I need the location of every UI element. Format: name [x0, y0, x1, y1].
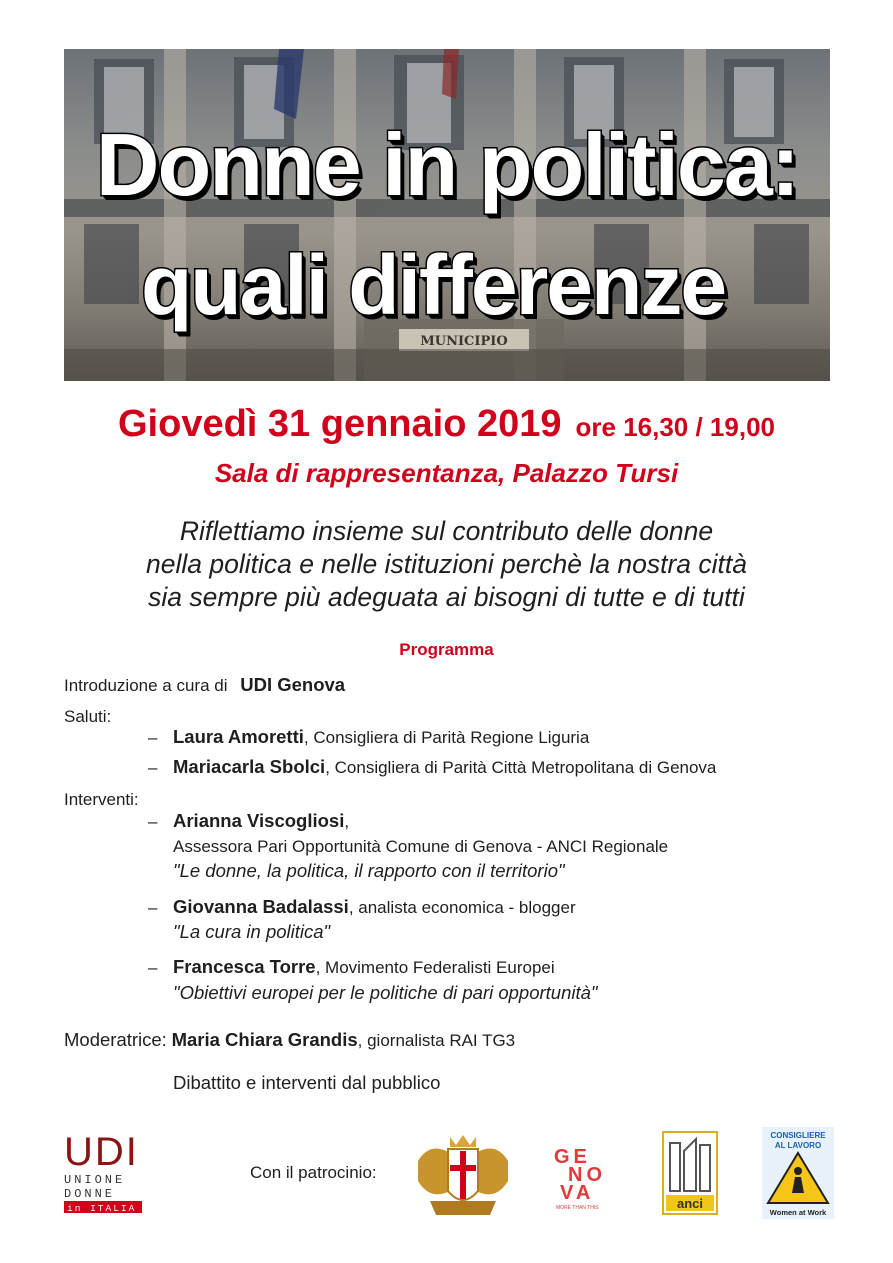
svg-text:MORE THAN THIS: MORE THAN THIS	[556, 1205, 599, 1211]
genova-logo	[550, 1143, 620, 1213]
moderator-role: , giornalista RAI TG3	[357, 1031, 516, 1050]
speaker-role: , Movimento Federalisti Europei	[315, 958, 555, 977]
intervento-item	[173, 810, 349, 832]
speaker-role: , Consigliera di Parità Città Metropolitana di Genova	[325, 758, 717, 777]
program-heading: Programma	[399, 640, 494, 659]
svg-text:GE: GE	[554, 1146, 591, 1168]
introduction-label: Introduzione a cura di	[64, 676, 228, 695]
speaker-name: Mariacarla Sbolci	[173, 756, 326, 777]
coat-of-arms-logo	[410, 1131, 516, 1221]
svg-text:AL LAVORO: AL LAVORO	[774, 1141, 822, 1150]
list-dash: –	[148, 728, 158, 747]
speaker-name: Giovanna Badalassi	[173, 896, 349, 917]
svg-text:UNIONE: UNIONE	[64, 1173, 126, 1187]
event-datetime	[0, 403, 893, 446]
svg-text:DONNE: DONNE	[64, 1187, 116, 1201]
udi-logo	[64, 1129, 144, 1215]
event-date: Giovedì 31 gennaio 2019	[118, 403, 562, 445]
footer-logos	[0, 1125, 893, 1225]
list-dash: –	[148, 758, 158, 777]
speaker-name: Arianna Viscogliosi	[173, 810, 345, 831]
speaker-role: , Consigliera di Parità Regione Liguria	[303, 728, 590, 747]
hero-title-line1: Donne in politica:	[95, 115, 799, 214]
saluto-item	[173, 756, 716, 778]
moderator-name: Maria Chiara Grandis	[171, 1029, 358, 1050]
list-dash: –	[148, 812, 158, 831]
speaker-name: Francesca Torre	[173, 956, 316, 977]
moderator-line	[64, 1029, 515, 1051]
interventi-label: Interventi:	[64, 790, 139, 809]
saluti-label: Saluti:	[64, 707, 112, 726]
speaker-role: ,	[344, 812, 350, 831]
introduction-line	[64, 674, 345, 696]
speaker-name: Laura Amoretti	[173, 726, 304, 747]
svg-text:Women at Work: Women at Work	[769, 1208, 827, 1217]
hero-image	[64, 49, 830, 381]
intervento-item	[173, 896, 576, 918]
svg-text:UDI: UDI	[64, 1130, 139, 1174]
intervento-item	[173, 956, 555, 978]
svg-text:anci: anci	[676, 1196, 704, 1211]
speaker-role: , analista economica - blogger	[348, 898, 576, 917]
moderator-label: Moderatrice:	[64, 1029, 167, 1050]
talk-title: "La cura in politica"	[173, 921, 331, 942]
event-venue: Sala di rappresentanza, Palazzo Tursi	[214, 458, 679, 488]
intro-line: sia sempre più adeguata ai bisogni di tutte e di tutti	[148, 582, 745, 612]
intro-line: nella politica e nelle istituzioni perchè la nostra città	[146, 549, 747, 579]
anci-logo	[662, 1131, 718, 1215]
speaker-role-detail: Assessora Pari Opportunità Comune di Genova - ANCI Regionale	[173, 837, 669, 856]
patronage-label: Con il patrocinio:	[250, 1163, 377, 1182]
list-dash: –	[148, 898, 158, 917]
svg-text:NO: NO	[568, 1164, 606, 1186]
svg-text:in ITALIA: in ITALIA	[67, 1203, 137, 1214]
list-dash: –	[148, 958, 158, 977]
closing-line: Dibattito e interventi dal pubblico	[173, 1072, 441, 1093]
saluto-item	[173, 726, 589, 748]
talk-title: "Le donne, la politica, il rapporto con il territorio"	[173, 860, 565, 881]
intro-line: Riflettiamo insieme sul contributo delle donne	[179, 516, 714, 546]
introduction-by: UDI Genova	[240, 674, 346, 695]
hero-title-line2: quali differenze	[140, 238, 726, 332]
intro-paragraph	[0, 515, 893, 614]
consigliere-logo	[762, 1127, 834, 1219]
talk-title: "Obiettivi europei per le politiche di pari opportunità"	[173, 982, 598, 1003]
svg-text:CONSIGLIERE: CONSIGLIERE	[770, 1131, 826, 1140]
svg-text:VA: VA	[560, 1182, 595, 1204]
event-time: ore 16,30 / 19,00	[575, 412, 775, 442]
municipio-sign: MUNICIPIO	[420, 334, 508, 349]
